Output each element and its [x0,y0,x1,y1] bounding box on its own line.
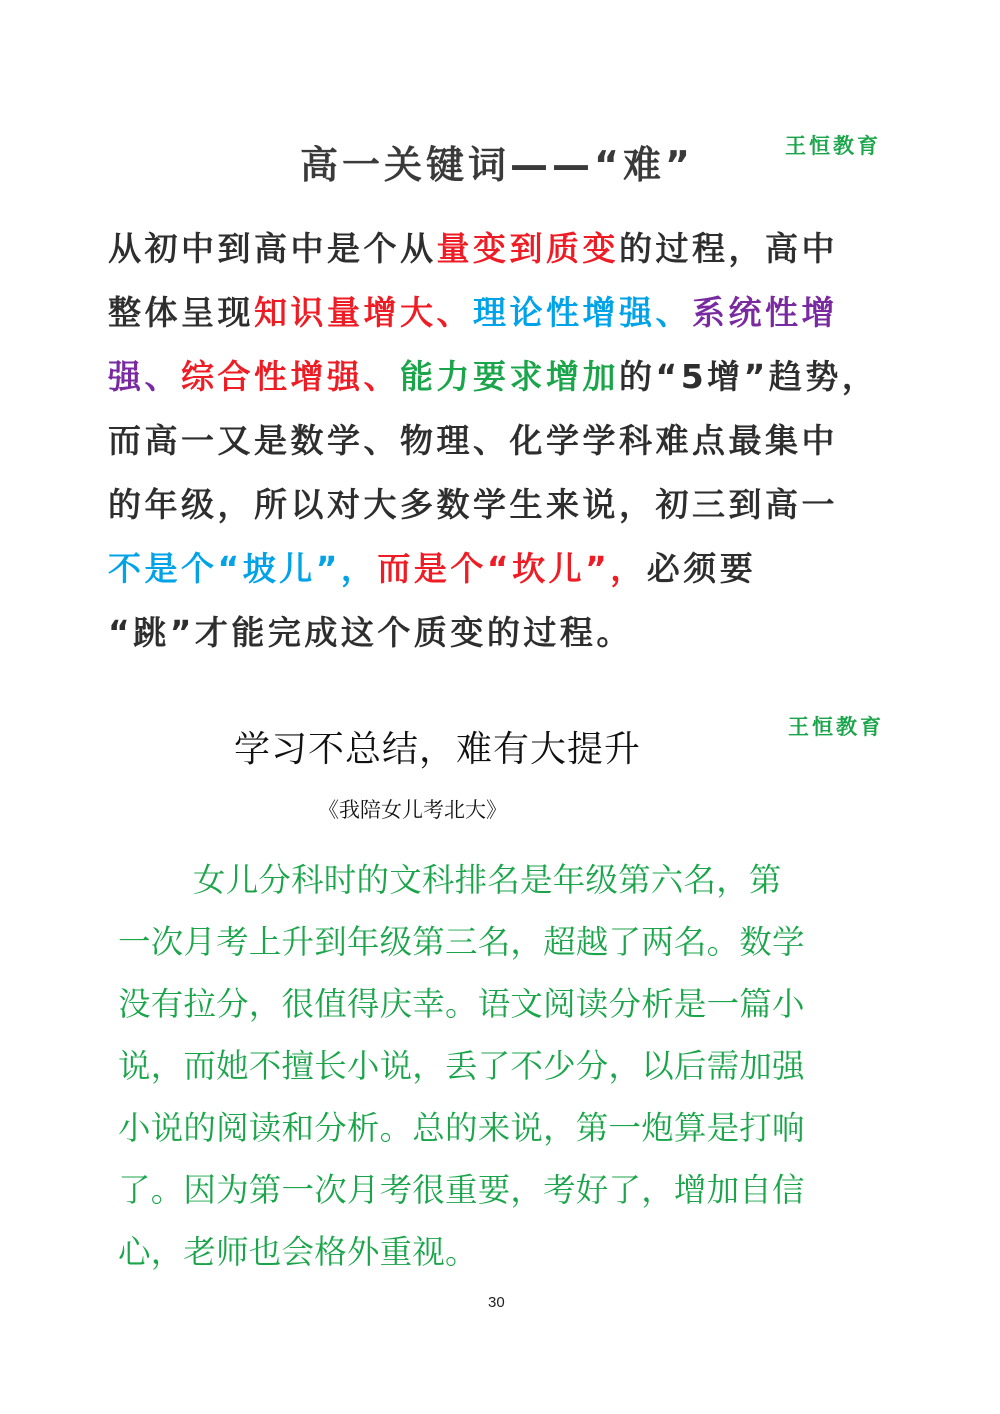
text-run: 从初中到高中是个从 [108,229,437,268]
text-run-highlight: 量变到质变 [436,229,619,268]
section1-line [108,613,633,652]
page-number: 30 [488,1294,505,1311]
text-run-highlight: 理论性增强、 [473,293,692,332]
section2-line: 没有拉分，很值得庆幸。语文阅读分析是一篇小 [118,985,805,1023]
section1-line [108,485,838,524]
text-run: 的过程，高中 [619,229,838,268]
section1-line [108,549,757,588]
section2-title: 学习不总结，难有大提升 [234,729,642,770]
text-run-highlight: 强、 [108,357,181,396]
section1-title: 高一关键词——“难” [300,143,694,187]
section2-subtitle: 《我陪女儿考北大》 [318,798,507,822]
section2-line: 说，而她不擅长小说，丢了不少分，以后需加强 [118,1047,805,1085]
text-run-highlight: 不是个“坡儿”， [108,549,378,588]
section2-line: 小说的阅读和分析。总的来说，第一炮算是打响 [118,1109,805,1147]
section2-line: 女儿分科时的文科排名是年级第六名，第 [193,861,782,899]
text-run-highlight: 能力要求增加 [400,357,619,396]
section2-line: 了。因为第一次月考很重要，考好了，增加自信 [118,1171,805,1209]
section1-line [108,421,838,460]
text-run-highlight: 系统性增 [692,293,838,332]
section2-line: 一次月考上升到年级第三名，超越了两名。数学 [118,923,805,961]
brand-label: 王恒教育 [785,134,881,158]
section1-line [108,229,838,268]
text-run: 的“5增”趋势， [619,357,879,396]
text-run: “跳”才能完成这个质变的过程。 [108,613,633,652]
text-run: 整体呈现 [108,293,254,332]
section2-line: 心，老师也会格外重视。 [118,1233,478,1271]
text-run-highlight: 综合性增强、 [181,357,400,396]
text-run: 而高一又是数学、物理、化学学科难点最集中 [108,421,838,460]
section1-line [108,293,838,332]
text-run-highlight: 知识量增大、 [254,293,473,332]
brand-label: 王恒教育 [788,715,884,739]
text-run-highlight: 而是个“坎儿”， [377,549,647,588]
text-run: 必须要 [646,549,757,588]
section1-line [108,357,879,396]
text-run: 的年级，所以对大多数学生来说，初三到高一 [108,485,838,524]
